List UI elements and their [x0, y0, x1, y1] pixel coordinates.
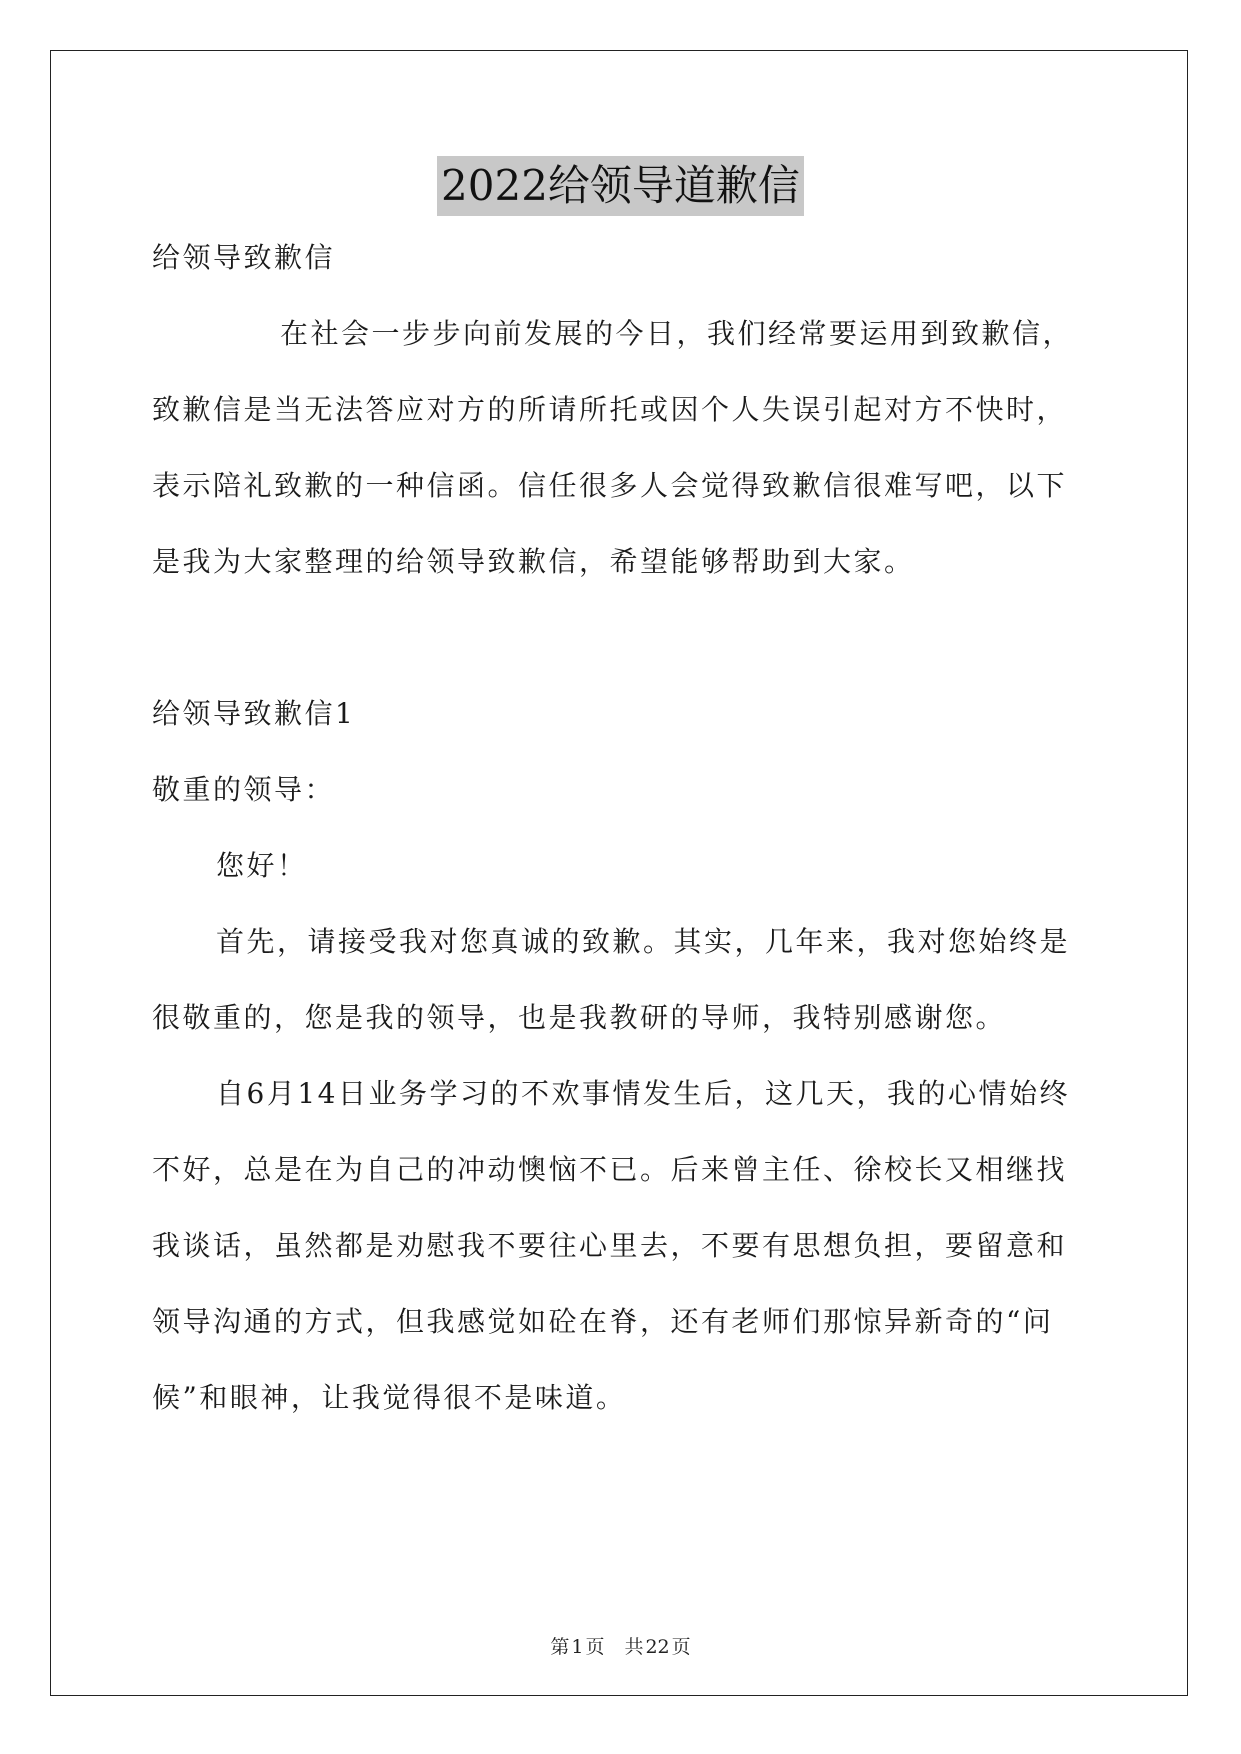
total-prefix: 共: [624, 1636, 644, 1658]
title-container: [0, 156, 1241, 216]
section-heading: 给领导致歉信: [152, 241, 336, 274]
paragraph-line: 很敬重的，您是我的领导，也是我教研的导师，我特别感谢您。: [152, 1001, 1007, 1034]
total-suffix: 页: [671, 1636, 691, 1658]
paragraph-line: 我谈话，虽然都是劝慰我不要往心里去，不要有思想负担，要留意和: [152, 1229, 1068, 1262]
page-prefix: 第: [550, 1636, 570, 1658]
paragraph-line: 不好，总是在为自己的冲动懊恼不已。后来曾主任、徐校长又相继找: [152, 1153, 1068, 1186]
paragraph-line: 是我为大家整理的给领导致歉信，希望能够帮助到大家。: [152, 545, 915, 578]
document-title: 2022给领导道歉信: [437, 156, 804, 216]
salutation: 敬重的领导：: [152, 773, 336, 806]
page-suffix: 页: [585, 1636, 605, 1658]
paragraph-line: 领导沟通的方式，但我感觉如砼在脊，还有老师们那惊异新奇的“问: [152, 1305, 1054, 1338]
paragraph-line: 在社会一步步向前发展的今日，我们经常要运用到致歉信，: [280, 317, 1074, 350]
paragraph-line: 首先，请接受我对您真诚的致歉。其实，几年来，我对您始终是: [216, 925, 1071, 958]
page-number: 1: [571, 1636, 584, 1658]
paragraph-line: 候”和眼神，让我觉得很不是味道。: [152, 1381, 627, 1414]
greeting: 您好！: [216, 849, 308, 882]
paragraph-line: 表示陪礼致歉的一种信函。信任很多人会觉得致歉信很难写吧，以下: [152, 469, 1068, 502]
letter-heading: 给领导致歉信1: [152, 697, 356, 730]
paragraph-line: 自6月14日业务学习的不欢事情发生后，这几天，我的心情始终: [216, 1077, 1070, 1110]
paragraph-line: 致歉信是当无法答应对方的所请所托或因个人失误引起对方不快时，: [152, 393, 1068, 426]
page-footer: [0, 1634, 1241, 1660]
total-pages: 22: [645, 1636, 670, 1658]
